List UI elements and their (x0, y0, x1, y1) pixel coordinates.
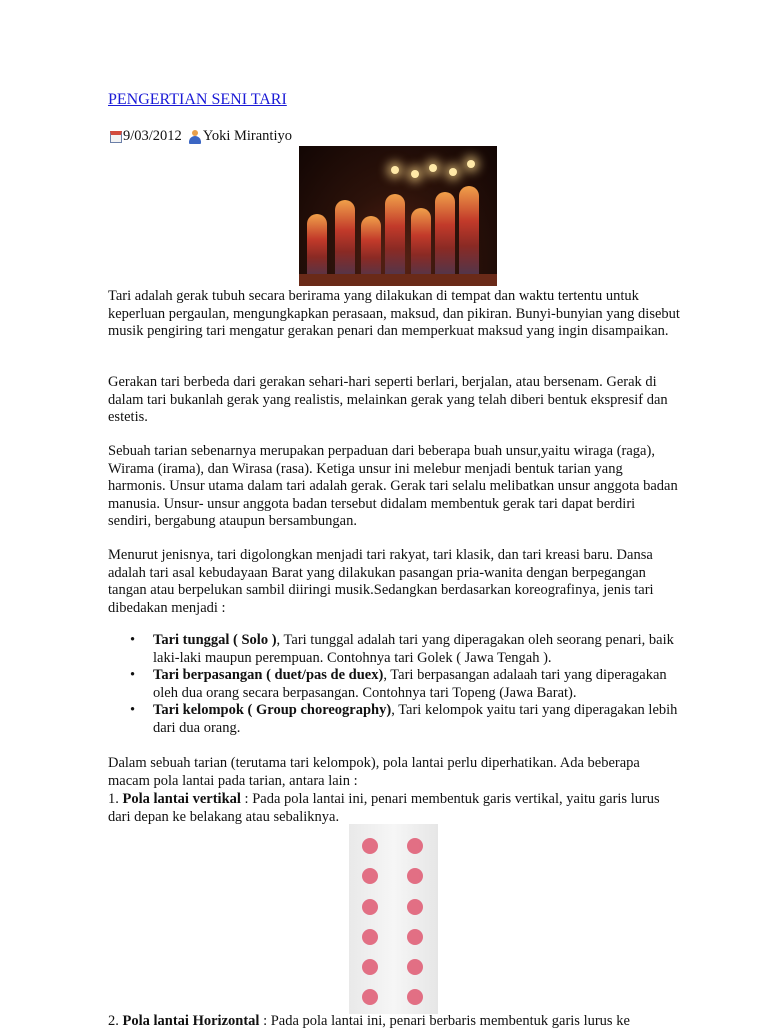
item-term: Pola lantai Horizontal (122, 1013, 260, 1029)
dance-types-list (108, 632, 680, 737)
numbered-item (108, 1013, 680, 1031)
bullet-marker: • (130, 702, 136, 718)
calendar-icon (110, 131, 122, 143)
post-date: 9/03/2012 (123, 128, 182, 144)
page-title[interactable]: PENGERTIAN SENI TARI (108, 91, 287, 108)
bullet-marker: • (130, 632, 136, 648)
user-icon (188, 130, 202, 144)
item-text: : Pada pola lantai ini, penari berbaris membentuk garis lurus ke (259, 1013, 630, 1029)
paragraph: Tari adalah gerak tubuh secara berirama yang dilakukan di tempat dan waktu tertentu untuk keperluan pergaulan, mengungkapkan perasaan, maksud, dan pikiran. Bunyi-bunyian yang disebut musik pengiring tari mengatur gerakan penari dan memperkuat maksud yang ingin disampaikan. (108, 288, 680, 339)
dancers-photo (299, 146, 497, 286)
paragraph: Menurut jenisnya, tari digolongkan menjadi tari rakyat, tari klasik, dan tari kreasi baru. Dansa adalah tari asal kebudayaan Barat yang dilakukan pasangan pria-wanita dengan berpegangan tangan atau berpelukan sambil diiringi musik.Sedangkan berdasarkan koreografinya, jenis tari dibedakan menjadi : (108, 547, 654, 616)
paragraph: Gerakan tari berbeda dari gerakan sehari-hari seperti berlari, berjalan, atau bersenam. Gerak di dalam tari bukanlah gerak yang realistis, melainkan gerak yang telah diberi bentuk ekspresif dan estetis. (108, 374, 668, 425)
numbered-item (108, 791, 680, 826)
item-number: 1. (108, 791, 119, 807)
list-item-text: , Tari berpasangan adalaah tari yang diperagakan oleh dua orang secara berpasangan. Contohnya tari Topeng (Jawa Barat). (153, 667, 667, 701)
list-item-text: , Tari tunggal adalah tari yang diperagakan oleh seorang penari, baik laki-laki maupun perempuan. Contohnya tari Golek ( Jawa Tengah ). (153, 632, 674, 666)
item-number: 2. (108, 1013, 119, 1029)
paragraph: Dalam sebuah tarian (terutama tari kelompok), pola lantai perlu diperhatikan. Ada beberapa macam pola lantai pada tarian, antara lain : (108, 755, 640, 789)
item-term: Pola lantai vertikal (122, 791, 241, 807)
bullet-marker: • (130, 667, 136, 683)
list-item-term: Tari tunggal ( Solo ) (153, 632, 277, 648)
list-item-term: Tari kelompok ( Group choreography) (153, 702, 392, 718)
list-item-text: , Tari kelompok yaitu tari yang diperagakan lebih dari dua orang. (153, 702, 678, 736)
list-item (108, 667, 680, 702)
item-text: : Pada pola lantai ini, penari membentuk garis vertikal, yaitu garis lurus dari depan ke belakang atau sebaliknya. (108, 791, 660, 825)
list-item (108, 702, 680, 737)
list-item-term: Tari berpasangan ( duet/pas de duex) (153, 667, 384, 683)
paragraph: Sebuah tarian sebenarnya merupakan perpaduan dari beberapa buah unsur,yaitu wiraga (raga), Wirama (irama), dan Wirasa (rasa). Ketiga unsur ini melebur menjadi bentuk tarian yang harmonis. Unsur utama dalam tari adalah gerak. Gerak tari selalu melibatkan unsur anggota badan manusia. Unsur- unsur anggota badan tersebut didalam membentuk gerak tari dapat berdiri sendiri, bergabung ataupun bersambungan. (108, 443, 678, 529)
list-item (108, 632, 680, 667)
post-author: Yoki Mirantiyo (202, 128, 292, 144)
vertical-floor-pattern-image (349, 824, 438, 1014)
post-meta (110, 128, 292, 145)
